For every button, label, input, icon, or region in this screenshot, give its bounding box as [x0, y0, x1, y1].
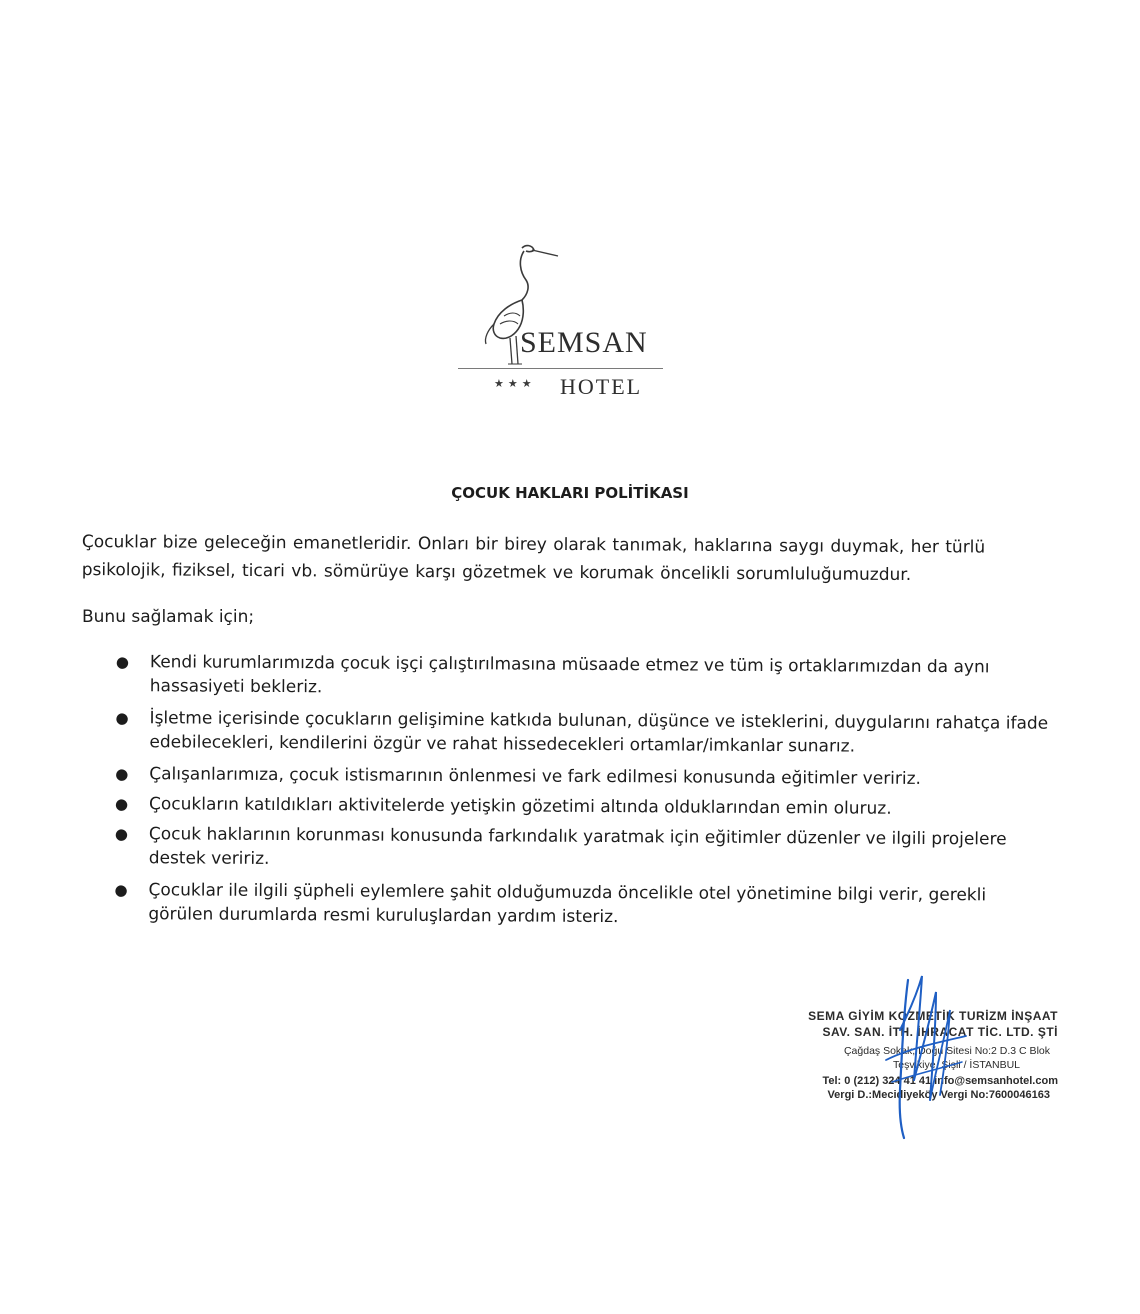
bullet-icon: ●	[115, 765, 129, 784]
list-item-text: Çocuk haklarının korunması konusunda farkındalık yaratmak için eğitimler düzenler ve ilgili projelere destek veririz.	[148, 824, 1007, 869]
logo-stars: ★★★	[494, 377, 536, 390]
logo-divider	[458, 368, 663, 369]
stamp-address: Çağdaş Sokak, Doğu Sitesi No:2 D.3 C Blok	[843, 1045, 1050, 1057]
list-item	[110, 878, 1055, 932]
bullet-icon: ●	[115, 709, 129, 728]
lead-line: Bunu sağlamak için;	[82, 607, 255, 627]
document-title: ÇOCUK HAKLARI POLİTİKASI	[451, 484, 689, 502]
policy-list	[110, 650, 1057, 940]
stamp-city: Teşvikiye, Şişli / İSTANBUL	[893, 1059, 1020, 1071]
bullet-icon: ●	[114, 825, 129, 844]
list-item	[111, 762, 1056, 792]
list-item	[111, 822, 1056, 876]
list-item	[111, 706, 1056, 760]
bullet-icon: ●	[115, 795, 129, 814]
list-item	[111, 792, 1056, 822]
list-item	[112, 650, 1057, 704]
logo-brand-sub: HOTEL	[560, 374, 643, 399]
bullet-icon: ●	[114, 881, 128, 900]
list-item-text: Çocukların katıldıkları aktivitelerde yetişkin gözetimi altında olduklarından emin oluruz.	[148, 794, 892, 819]
stamp-company-name: SEMA GİYİM KOZMETİK TURİZM İNŞAAT	[808, 1009, 1058, 1023]
list-item-text: Çalışanlarımıza, çocuk istismarının önlenmesi ve fark edilmesi konusunda eğitimler veririz.	[149, 764, 922, 789]
intro-paragraph: Çocuklar bize geleceğin emanetleridir. Onları bir birey olarak tanımak, haklarına saygı duymak, her türlü psikolojik, fiziksel, ticari vb. sömürüye karşı gözetmek ve korumak öncelikli sorumluluğumuzdur.	[81, 531, 986, 586]
bullet-icon: ●	[115, 653, 130, 672]
list-item-text: İşletme içerisinde çocukların gelişimine katkıda bulunan, düşünce ve isteklerini, duygularını rahatça ifade edebilecekleri, kendilerini özgür ve rahat hissedecekleri ortamlar/imkanlar sunarız.	[149, 708, 1049, 757]
stamp-company-type: SAV. SAN. İTH. İHRACAT TİC. LTD. ŞTİ	[822, 1025, 1058, 1039]
stamp-tax-info: Vergi D.:Mecidiyeköy Vergi No:7600046163	[827, 1089, 1050, 1101]
hotel-logo	[452, 238, 672, 408]
company-stamp	[790, 1005, 1080, 1115]
list-item-text: Çocuklar ile ilgili şüpheli eylemlere şahit olduğumuzda öncelikle otel yönetimine bilgi verir, gerekli görülen durumlarda resmi kuruluşlardan yardım isteriz.	[148, 880, 987, 928]
logo-brand-name: SEMSAN	[520, 326, 648, 359]
list-item-text: Kendi kurumlarımızda çocuk işçi çalıştırılmasına müsaade etmez ve tüm iş ortaklarımızdan da aynı hassasiyeti bekleriz.	[149, 652, 990, 698]
stamp-contact: Tel: 0 (212) 324 41 41 info@semsanhotel.com	[822, 1075, 1058, 1087]
